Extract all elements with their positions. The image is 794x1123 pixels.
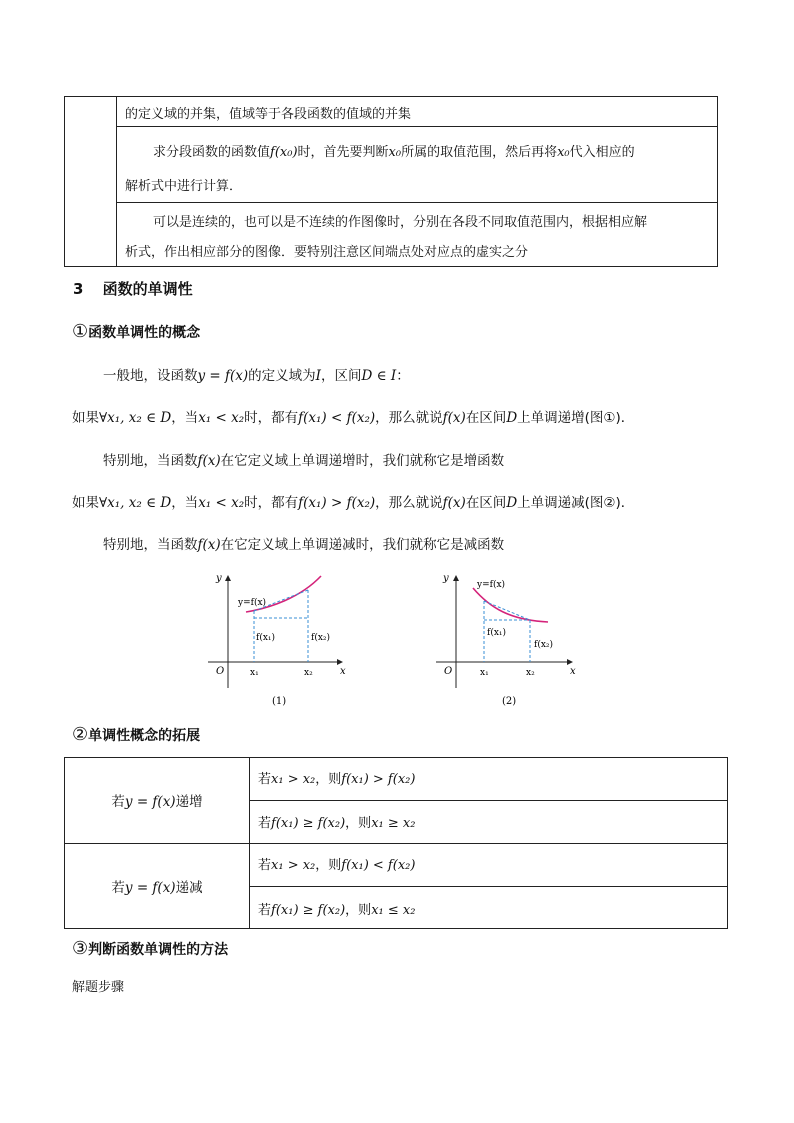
fig2-y-label: y xyxy=(443,573,449,584)
fig1-y-label: y xyxy=(216,573,222,584)
dec-rule-2 xyxy=(258,899,415,918)
text-segment: 若 xyxy=(258,858,272,873)
table-row xyxy=(117,126,717,202)
subheading-methods xyxy=(72,938,228,959)
increasing-function-note xyxy=(103,449,504,469)
math-x0: x₀ xyxy=(388,145,402,160)
fig1-fx1: f(x₁) xyxy=(256,633,276,643)
fig1-origin: O xyxy=(216,666,225,677)
math-fx: f(x) xyxy=(197,537,221,553)
text-segment: ，则 xyxy=(345,903,372,918)
text-segment: 特别地，当函数 xyxy=(103,453,198,469)
circled-number-2: ② xyxy=(72,724,89,745)
text-segment: ，当 xyxy=(171,410,199,426)
text-segment: 代入相应的 xyxy=(569,145,635,160)
subheading-title: 判断函数单调性的方法 xyxy=(88,942,229,958)
section-number: 3 xyxy=(73,280,84,298)
table-row xyxy=(250,886,727,929)
text-segment: 时，都有 xyxy=(244,410,299,426)
fig2-curve-label: y=f(x) xyxy=(477,580,506,590)
fig2-dash xyxy=(484,601,530,620)
text-segment: 在区间 xyxy=(465,410,507,426)
math-fx1-lt-fx2: f(x₁) < f(x₂) xyxy=(298,410,376,426)
fig1-caption: (1) xyxy=(272,696,287,707)
fig2-x1: x₁ xyxy=(480,668,489,678)
text-segment: 若 xyxy=(258,816,272,831)
math-expr: f(x₁) ≥ f(x₂) xyxy=(271,903,346,918)
math-expr: f(x₁) < f(x₂) xyxy=(341,858,416,873)
section-title: 函数的单调性 xyxy=(102,280,193,298)
text-segment: ： xyxy=(396,368,410,384)
math-fx: f(x) xyxy=(442,495,466,511)
math-fx1-gt-fx2: f(x₁) > f(x₂) xyxy=(298,495,376,511)
text-segment: 的定义域为 xyxy=(248,368,316,384)
text-segment: 若 xyxy=(258,772,272,787)
math-expr: x₁ > x₂ xyxy=(271,772,316,787)
math-fx: f(x) xyxy=(442,410,466,426)
math-x0: x₀ xyxy=(557,145,570,160)
graph-drawing-line1: 可以是连续的，也可以是不连续的作图像时，分别在各段不同取值范围内，根据相应解 xyxy=(153,215,648,230)
table-row xyxy=(250,800,727,843)
text-segment: 求分段函数的函数值 xyxy=(153,145,271,160)
fig2-x-label: x xyxy=(570,666,576,677)
definition-intro xyxy=(103,364,410,384)
monotonicity-table xyxy=(64,757,728,929)
text-segment: 在它定义域上单调递减时，我们就称它是减函数 xyxy=(220,537,505,553)
math-expr: f(x₁) ≥ f(x₂) xyxy=(271,816,346,831)
fig2-fx2: f(x₂) xyxy=(534,640,554,650)
text-segment: 递增 xyxy=(175,794,203,810)
math-expr: x₁ ≥ x₂ xyxy=(371,816,416,831)
text-segment: 若 xyxy=(111,880,125,896)
text-segment: 在它定义域上单调递增时，我们就称它是增函数 xyxy=(220,453,505,469)
figure-increasing xyxy=(208,573,346,707)
decreasing-label-cell xyxy=(65,843,250,929)
circled-number-1: ① xyxy=(72,321,89,342)
math-y-fx: y = f(x) xyxy=(197,368,249,384)
text-segment: 特别地，当函数 xyxy=(103,537,198,553)
text-segment: ，区间 xyxy=(321,368,362,384)
text-segment: 如果 xyxy=(72,495,99,511)
math-expr: x₁ ≤ x₂ xyxy=(371,903,416,918)
text-segment: 所属的取值范围，然后再将 xyxy=(401,145,558,160)
text-segment: ，那么就说 xyxy=(375,495,443,511)
piecewise-value-line xyxy=(153,141,635,160)
table-row xyxy=(117,202,717,266)
math-fx: f(x) xyxy=(197,453,221,469)
monotonic-figures xyxy=(190,568,590,713)
fig1-x-label: x xyxy=(340,666,346,677)
fig1-x2: x₂ xyxy=(304,668,313,678)
subheading-concept xyxy=(72,321,200,342)
text-segment: 若 xyxy=(111,794,125,810)
math-forall: ∀x₁, x₂ ∈ D xyxy=(99,410,172,426)
fig2-x2: x₂ xyxy=(526,668,535,678)
decreasing-label xyxy=(65,876,249,896)
text-segment: 上单调递减(图②)． xyxy=(517,495,635,511)
text-segment: ，则 xyxy=(315,772,342,787)
math-x1-lt-x2: x₁ < x₂ xyxy=(198,495,245,511)
dec-rule-1 xyxy=(258,854,415,873)
graph-drawing-line2: 析式，作出相应部分的图像．要特别注意区间端点处对应点的虚实之分 xyxy=(125,245,529,260)
math-forall: ∀x₁, x₂ ∈ D xyxy=(99,495,172,511)
text-segment: ，则 xyxy=(315,858,342,873)
increasing-definition xyxy=(72,406,634,426)
domain-range-text: 的定义域的并集，值域等于各段函数的值域的并集 xyxy=(125,107,412,122)
math-I: I xyxy=(315,368,322,384)
table-left-column xyxy=(65,97,117,266)
text-segment: 若 xyxy=(258,903,272,918)
math-x1-lt-x2: x₁ < x₂ xyxy=(198,410,245,426)
fig1-x1: x₁ xyxy=(250,668,259,678)
text-segment: 递减 xyxy=(175,880,203,896)
text-segment: 在区间 xyxy=(465,495,507,511)
math-D: D xyxy=(506,410,518,426)
math-D: D xyxy=(506,495,518,511)
text-segment: 上单调递增(图①)． xyxy=(517,410,635,426)
math-y-fx: y = f(x) xyxy=(124,794,176,810)
math-expr: f(x₁) > f(x₂) xyxy=(341,772,416,787)
fig2-origin: O xyxy=(444,666,453,677)
fig2-caption: (2) xyxy=(502,696,517,707)
text-segment: 时，都有 xyxy=(244,495,299,511)
fig1-curve-label: y=f(x) xyxy=(238,598,267,608)
math-fx0: f(x₀) xyxy=(270,145,298,160)
text-segment: 时，首先要判断 xyxy=(297,145,389,160)
increasing-label xyxy=(65,790,249,810)
math-y-fx: y = f(x) xyxy=(124,880,176,896)
increasing-label-cell xyxy=(65,758,250,843)
text-segment: 一般地，设函数 xyxy=(103,368,198,384)
table-row xyxy=(250,843,727,886)
piecewise-summary-table xyxy=(64,96,718,267)
subheading-extension xyxy=(72,724,200,745)
subheading-title: 函数单调性的概念 xyxy=(88,325,201,341)
subheading-title: 单调性概念的拓展 xyxy=(88,728,201,744)
text-segment: ，那么就说 xyxy=(375,410,443,426)
steps-label: 解题步骤 xyxy=(72,980,125,995)
inc-rule-1 xyxy=(258,768,415,787)
inc-rule-2 xyxy=(258,812,415,831)
figure-decreasing xyxy=(436,573,576,707)
text-segment: ，则 xyxy=(345,816,372,831)
decreasing-function-note xyxy=(103,533,504,553)
math-D-in-I: D ∈ I xyxy=(361,368,397,384)
text-segment: 如果 xyxy=(72,410,99,426)
section-heading xyxy=(73,278,193,299)
table-row xyxy=(117,97,717,126)
math-expr: x₁ > x₂ xyxy=(271,858,316,873)
fig1-fx2: f(x₂) xyxy=(311,633,331,643)
text-segment: ，当 xyxy=(171,495,199,511)
decreasing-definition xyxy=(72,491,634,511)
piecewise-value-line2: 解析式中进行计算． xyxy=(125,179,243,194)
fig2-fx1: f(x₁) xyxy=(487,628,507,638)
table-row xyxy=(250,758,727,800)
circled-number-3: ③ xyxy=(72,938,89,959)
